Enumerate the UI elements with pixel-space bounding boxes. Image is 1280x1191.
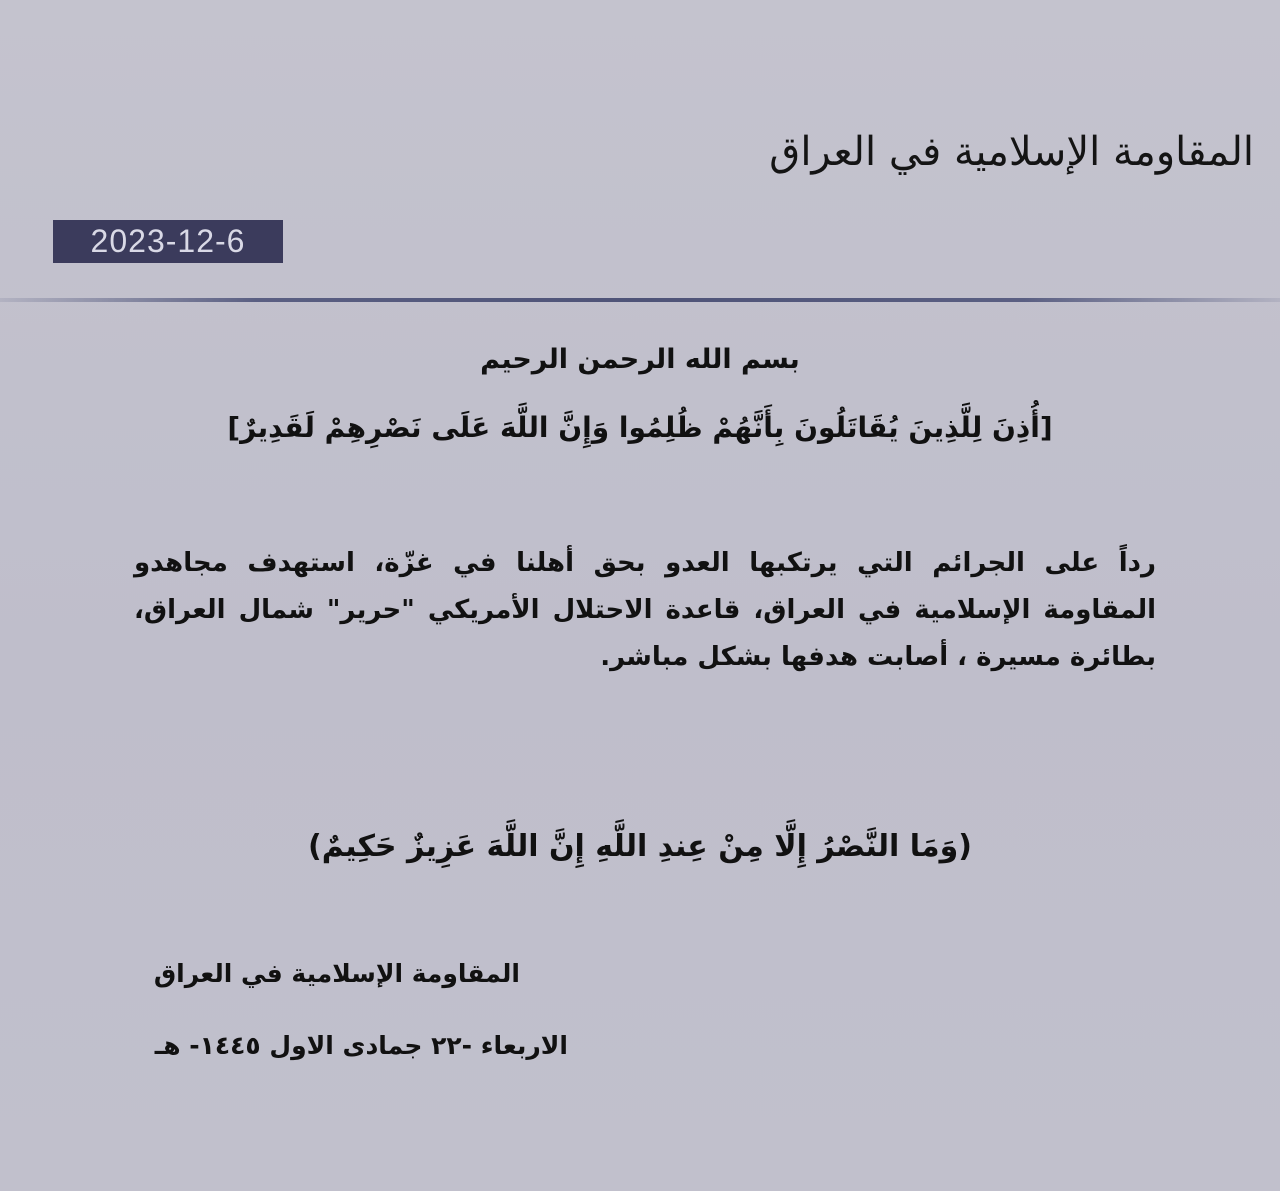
date-badge: 2023-12-6 — [53, 220, 283, 263]
closing-verse: (وَمَا النَّصْرُ إِلَّا مِنْ عِندِ اللَّهِ إِنَّ اللَّهَ عَزِيزٌ حَكِيمٌ) — [308, 829, 972, 864]
organization-logo: المقاومة الإسلامية في العراق — [769, 129, 1254, 175]
signature-date: الاربعاء -٢٢ جمادى الاول ١٤٤٥- هـ — [154, 1031, 568, 1060]
statement-body: رداً على الجرائم التي يرتكبها العدو بحق أهلنا في غزّة، استهدف مجاهدو المقاومة الإسلامية في العراق، قاعدة الاحتلال الأمريكي "حرير" شمال العراق، بطائرة مسيرة ، أصابت هدفها بشكل مباشر. — [134, 548, 1156, 672]
header-divider — [0, 298, 1280, 302]
basmala: بسم الله الرحمن الرحيم — [480, 344, 800, 375]
signature-name: المقاومة الإسلامية في العراق — [153, 959, 520, 988]
opening-verse: [أُذِنَ لِلَّذِينَ يُقَاتَلُونَ بِأَنَّهُمْ ظُلِمُوا وَإِنَّ اللَّهَ عَلَى نَصْرِهِمْ لَقَدِيرٌ] — [227, 411, 1053, 444]
